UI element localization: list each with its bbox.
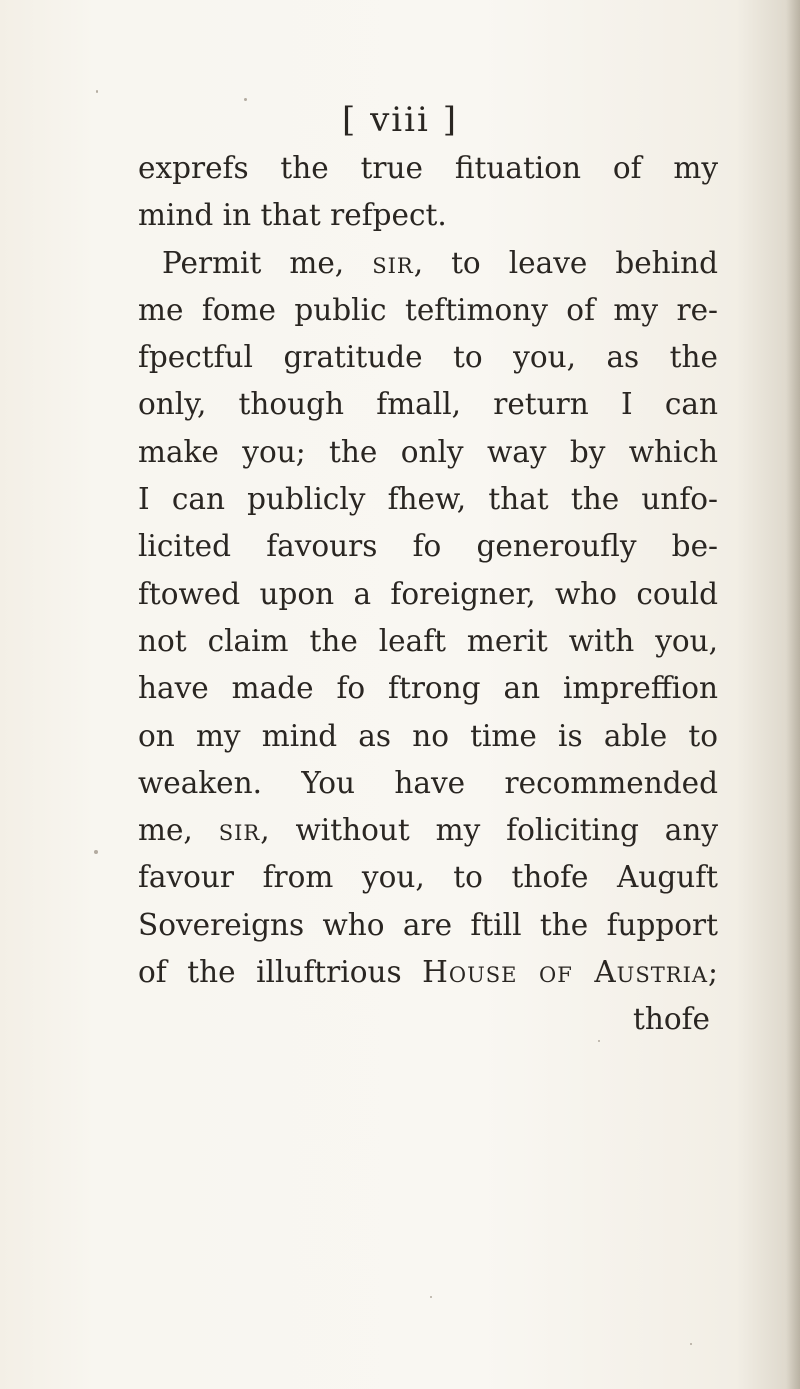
text-line: weaken. You have recommended bbox=[138, 765, 718, 800]
text-line: me fome public teftimony of my re- bbox=[138, 292, 718, 327]
text-line: mind in that refpect. bbox=[138, 198, 447, 233]
text-line: ftowed upon a foreigner, who could bbox=[138, 576, 718, 611]
catchword: thofe bbox=[633, 1002, 710, 1037]
paper-speck bbox=[244, 98, 247, 101]
paper-speck bbox=[598, 1040, 600, 1042]
text-line: on my mind as no time is able to bbox=[138, 718, 718, 753]
text-line: make you; the only way by which bbox=[138, 434, 718, 469]
paper-speck bbox=[430, 1296, 432, 1298]
text-line: fpectful gratitude to you, as the bbox=[138, 340, 718, 375]
text-line: exprefs the true fituation of my bbox=[138, 151, 718, 185]
text-line: favour from you, to thofe Auguft bbox=[138, 860, 718, 895]
page-edge-shadow bbox=[786, 0, 800, 1389]
body-text bbox=[138, 145, 718, 1044]
text-line: of the illuftrious House of Austria; bbox=[138, 955, 718, 990]
text-line: have made fo ftrong an impreffion bbox=[138, 671, 718, 706]
text-line: only, though fmall, return I can bbox=[138, 387, 718, 422]
paper-speck bbox=[94, 850, 98, 854]
text-line: me, sir, without my foliciting any bbox=[138, 813, 718, 848]
text-line: Permit me, sir, to leave behind bbox=[162, 245, 718, 280]
paper-speck bbox=[96, 90, 98, 93]
text-line: Sovereigns who are ftill the fupport bbox=[138, 907, 718, 942]
paper-speck bbox=[690, 1343, 692, 1345]
text-line: I can publicly fhew, that the unfo- bbox=[138, 482, 718, 517]
text-line: not claim the leaft merit with you, bbox=[138, 623, 718, 658]
page-number-header: [ viii ] bbox=[342, 100, 458, 140]
text-line: licited favours fo generoufly be- bbox=[138, 529, 718, 564]
